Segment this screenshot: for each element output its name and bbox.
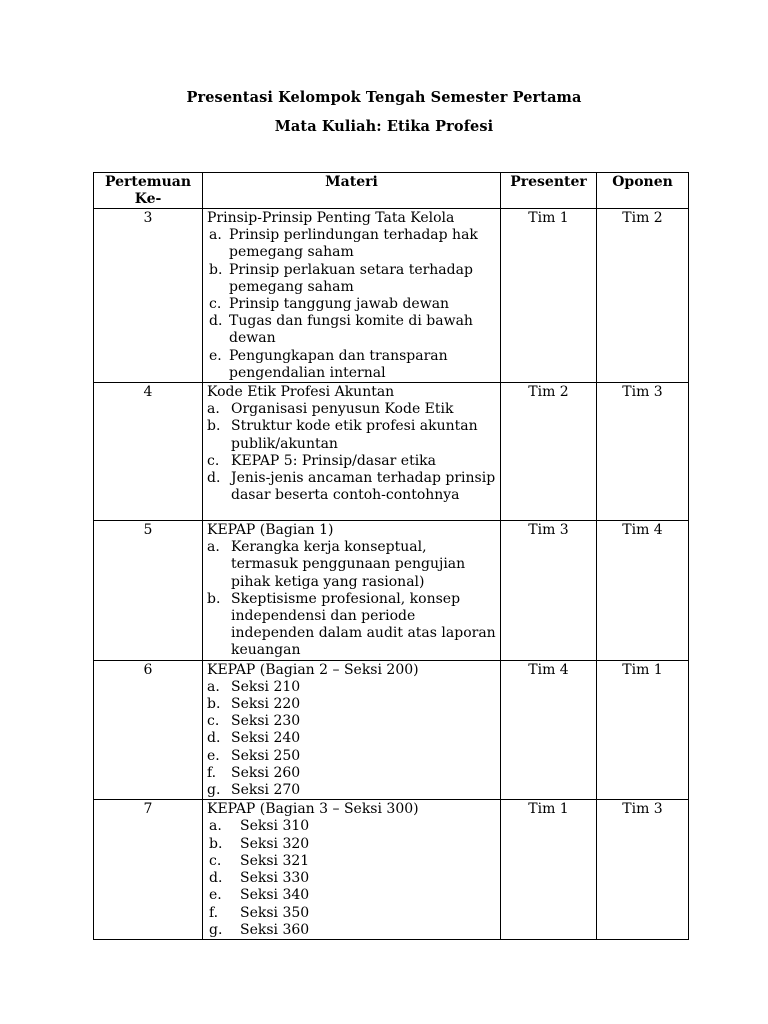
list-item (207, 262, 496, 296)
subtopic-list (207, 539, 496, 659)
list-item-marker: e. (207, 747, 220, 764)
topic-title: KEPAP (Bagian 2 – Seksi 200) (207, 661, 419, 678)
schedule-table (93, 172, 689, 940)
list-item-text: Seksi 260 (231, 764, 301, 781)
list-item-text: Seksi 230 (231, 713, 301, 730)
list-item-marker: b. (209, 261, 223, 278)
list-item (207, 887, 496, 904)
list-item-marker: c. (207, 713, 220, 730)
column-header-presenter: Presenter (501, 173, 597, 209)
list-item-marker: f. (207, 764, 217, 781)
opponent-cell: Tim 2 (597, 209, 689, 383)
list-item-marker: e. (209, 347, 222, 364)
list-item (207, 748, 496, 765)
list-item-marker: c. (209, 296, 222, 313)
list-item-text: Seksi 321 (240, 852, 310, 869)
list-item (207, 782, 496, 799)
list-item-text: Seksi 350 (240, 904, 310, 921)
meeting-number-cell: 7 (94, 800, 203, 940)
list-item-text: Seksi 310 (240, 818, 310, 835)
table-row (94, 521, 689, 661)
list-item (207, 730, 496, 747)
list-item-marker: b. (209, 835, 223, 852)
list-item (207, 905, 496, 922)
table-row (94, 660, 689, 800)
document-title: Presentasi Kelompok Tengah Semester Pertama (186, 89, 582, 106)
subtopic-list (207, 818, 496, 938)
list-item (207, 539, 496, 591)
presenter-cell: Tim 1 (501, 800, 597, 940)
list-item (207, 853, 496, 870)
list-item (207, 296, 496, 313)
list-item-marker: a. (209, 227, 222, 244)
list-item-text: Tugas dan fungsi komite di bawah dewan (229, 313, 473, 347)
list-item-text: Pengungkapan dan transparan pengendalian internal (229, 347, 448, 381)
list-item (207, 870, 496, 887)
list-item (207, 313, 496, 347)
list-item-marker: g. (209, 921, 223, 938)
opponent-cell: Tim 3 (597, 800, 689, 940)
table-row (94, 800, 689, 940)
list-item-marker: f. (209, 904, 219, 921)
list-item-marker: a. (209, 818, 222, 835)
list-item-marker: a. (207, 678, 220, 695)
list-item-text: Seksi 220 (231, 696, 301, 713)
topic-title: KEPAP (Bagian 3 – Seksi 300) (207, 801, 419, 818)
list-item-text: Seksi 270 (231, 782, 301, 799)
list-item-marker: d. (209, 313, 223, 330)
list-item-text: Kerangka kerja konseptual, termasuk penggunaan pengujian pihak ketiga yang rasional) (231, 539, 466, 590)
table-row (94, 209, 689, 383)
meeting-number-cell: 3 (94, 209, 203, 383)
presenter-cell: Tim 3 (501, 521, 597, 661)
list-item (207, 922, 496, 939)
presenter-cell: Tim 2 (501, 383, 597, 521)
list-item (207, 696, 496, 713)
presenter-cell: Tim 4 (501, 660, 597, 800)
list-item (207, 453, 496, 470)
topic-title: Kode Etik Profesi Akuntan (207, 384, 395, 401)
list-item (207, 765, 496, 782)
list-item-text: Prinsip tanggung jawab dewan (229, 296, 450, 313)
column-header-material: Materi (203, 173, 501, 209)
list-item-marker: d. (209, 870, 223, 887)
material-cell (203, 660, 501, 800)
list-item-text: KEPAP 5: Prinsip/dasar etika (231, 452, 437, 469)
list-item-text: Jenis-jenis ancaman terhadap prinsip dasar beserta contoh-contohnya (231, 470, 496, 504)
meeting-number-cell: 4 (94, 383, 203, 521)
material-cell (203, 800, 501, 940)
course-subtitle: Mata Kuliah: Etika Profesi (274, 118, 494, 135)
topic-title: KEPAP (Bagian 1) (207, 522, 334, 539)
meeting-number-cell: 5 (94, 521, 203, 661)
list-item-text: Prinsip perlindungan terhadap hak pemegang saham (229, 227, 478, 261)
topic-title: Prinsip-Prinsip Penting Tata Kelola (207, 210, 455, 226)
list-item-text: Seksi 340 (240, 887, 310, 904)
material-cell (203, 383, 501, 521)
list-item-text: Seksi 240 (231, 730, 301, 747)
list-item-text: Prinsip perlakuan setara terhadap pemegang saham (229, 261, 473, 295)
list-item-text: Seksi 330 (240, 870, 310, 887)
list-item (207, 818, 496, 835)
list-item-marker: c. (207, 452, 220, 469)
list-item (207, 227, 496, 261)
list-item-text: Struktur kode etik profesi akuntan publik/akuntan (231, 418, 478, 452)
list-item-marker: c. (209, 852, 222, 869)
column-header-meeting: Pertemuan Ke- (94, 173, 203, 209)
presenter-cell: Tim 1 (501, 209, 597, 383)
list-item (207, 713, 496, 730)
material-cell (203, 521, 501, 661)
table-row (94, 383, 689, 521)
list-item-text: Seksi 320 (240, 835, 310, 852)
list-item-marker: d. (207, 730, 221, 747)
opponent-cell: Tim 4 (597, 521, 689, 661)
list-item-text: Seksi 250 (231, 747, 301, 764)
list-item-text: Skeptisisme profesional, konsep independensi dan periode independen dalam audit atas laporan keuangan (231, 590, 496, 659)
subtopic-list (207, 227, 496, 382)
list-item-marker: b. (207, 418, 221, 435)
list-item-text: Seksi 360 (240, 921, 310, 938)
list-item-marker: a. (207, 539, 220, 556)
list-item-marker: g. (207, 782, 221, 799)
list-item (207, 348, 496, 382)
list-item (207, 591, 496, 660)
meeting-number-cell: 6 (94, 660, 203, 800)
list-item-marker: b. (207, 696, 221, 713)
column-header-opponent: Oponen (597, 173, 689, 209)
list-item-marker: d. (207, 470, 221, 487)
subtopic-list (207, 401, 496, 504)
list-item-marker: a. (207, 401, 220, 418)
list-item (207, 401, 496, 418)
opponent-cell: Tim 3 (597, 383, 689, 521)
subtopic-list (207, 679, 496, 799)
list-item-marker: e. (209, 887, 222, 904)
list-item-text: Organisasi penyusun Kode Etik (231, 401, 454, 418)
list-item (207, 470, 496, 504)
material-cell (203, 209, 501, 383)
list-item-text: Seksi 210 (231, 678, 301, 695)
list-item-marker: b. (207, 590, 221, 607)
list-item (207, 836, 496, 853)
list-item (207, 679, 496, 696)
opponent-cell: Tim 1 (597, 660, 689, 800)
table-header-row (94, 173, 689, 209)
list-item (207, 418, 496, 452)
